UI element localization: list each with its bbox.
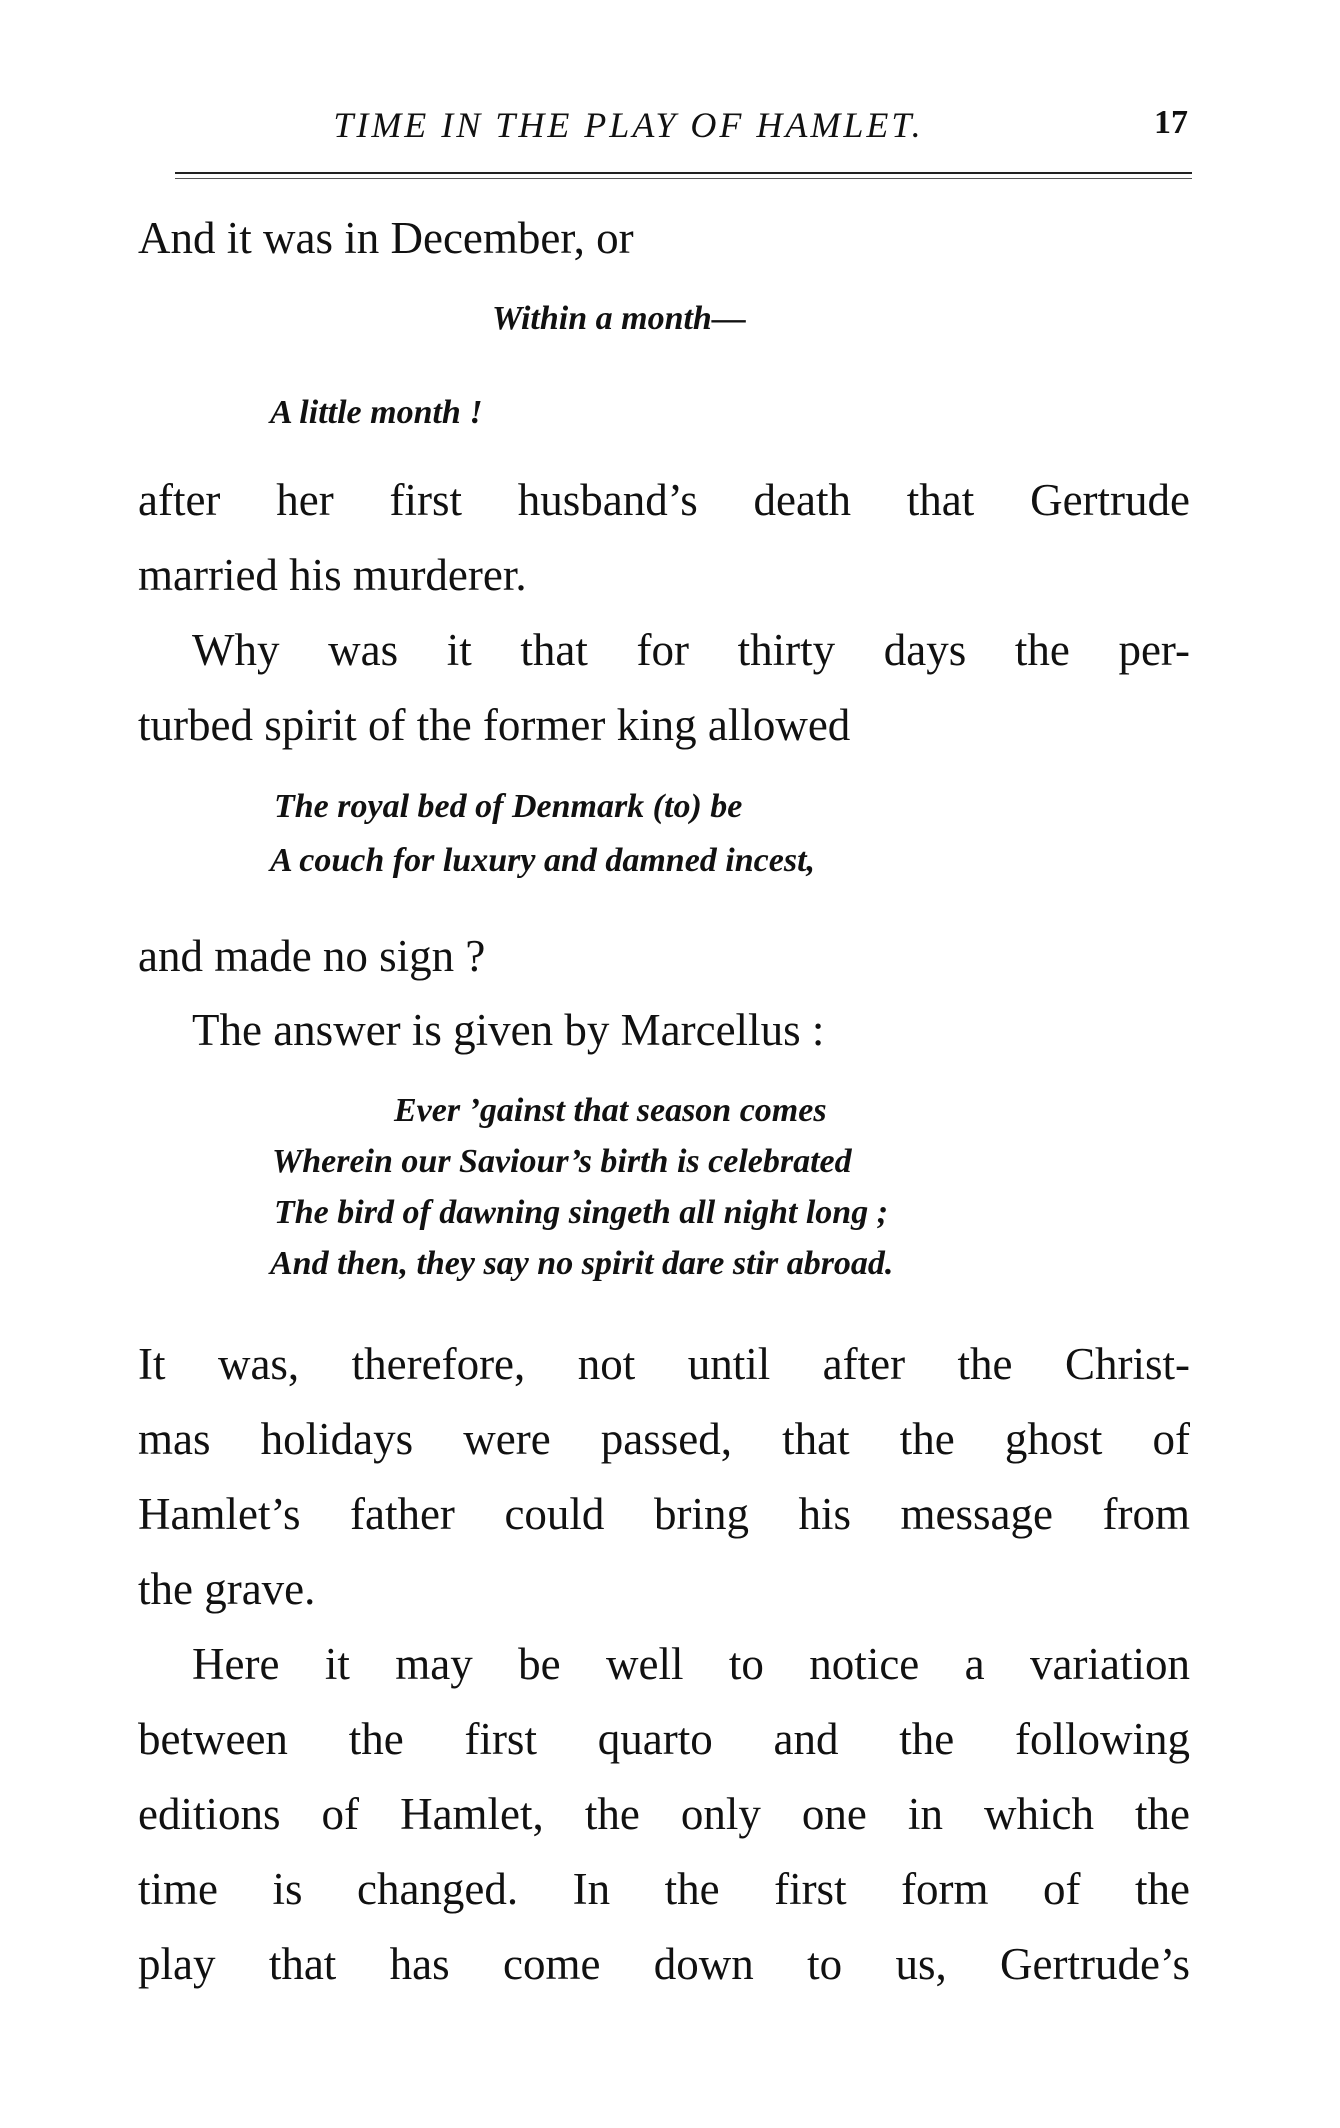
verse-line: Within a month—	[492, 300, 746, 337]
page-number: 17	[1154, 104, 1188, 141]
text-line: and made no sign ?	[138, 931, 486, 981]
text-line: The answer is given by Marcellus :	[192, 1005, 825, 1055]
text-line: And it was in December, or	[138, 213, 634, 263]
text-line: after her first husband’s death that Gertrude	[138, 475, 1190, 525]
text-line: Why was it that for thirty days the per-	[192, 625, 1190, 675]
verse-line: Ever ’gainst that season comes	[394, 1092, 827, 1129]
text-line: between the first quarto and the following	[138, 1714, 1190, 1764]
text-line: the grave.	[138, 1564, 316, 1614]
verse-line: And then, they say no spirit dare stir abroad.	[270, 1245, 894, 1282]
text-line: Here it may be well to notice a variation	[192, 1639, 1190, 1689]
text-line: married his murderer.	[138, 550, 527, 600]
verse-line: Wherein our Saviour’s birth is celebrated	[272, 1143, 852, 1180]
text-line: Hamlet’s father could bring his message from	[138, 1489, 1190, 1539]
page-header	[175, 104, 1192, 154]
verse-line: The royal bed of Denmark (to) be	[274, 788, 743, 825]
verse-line: A couch for luxury and damned incest,	[270, 842, 816, 879]
verse-line: The bird of dawning singeth all night long ;	[274, 1194, 889, 1231]
text-line: mas holidays were passed, that the ghost of	[138, 1414, 1190, 1464]
text-line: time is changed. In the first form of the	[138, 1864, 1190, 1914]
text-line: editions of Hamlet, the only one in which the	[138, 1789, 1190, 1839]
running-title: TIME IN THE PLAY OF HAMLET.	[333, 105, 924, 145]
text-line: turbed spirit of the former king allowed	[138, 700, 851, 750]
header-rule	[175, 172, 1192, 174]
text-line: It was, therefore, not until after the Christ-	[138, 1339, 1190, 1389]
header-rule-thin	[175, 178, 1192, 179]
text-line: play that has come down to us, Gertrude’s	[138, 1939, 1190, 1989]
verse-line: A little month !	[270, 394, 483, 431]
